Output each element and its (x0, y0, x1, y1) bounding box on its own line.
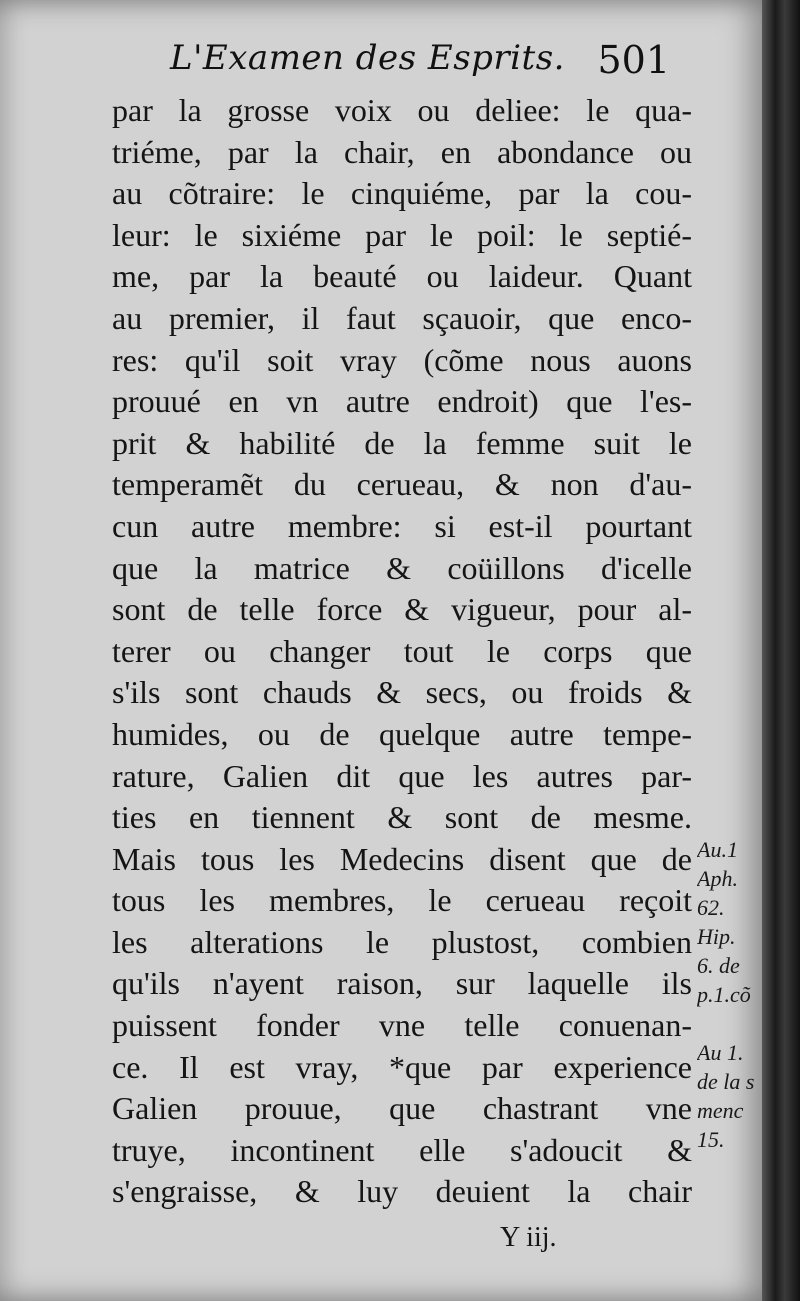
text-line: prit & habilité de la femme suit le (112, 424, 692, 461)
text-line: par la grosse voix ou deliee: le qua- (112, 92, 692, 128)
page-header (170, 38, 690, 88)
text-line: tous les membres, le cerueau reçoit (112, 882, 692, 919)
text-line: truye, incontinent elle s'adoucit & (112, 1131, 692, 1168)
text-line: Mais tous les Medecins disent que de (112, 840, 692, 877)
text-line: triéme, par la chair, en abondance ou (112, 133, 692, 170)
text-line: les alterations le plustost, combien (112, 923, 692, 960)
text-line: puissent fonder vne telle conuenan- (112, 1007, 692, 1044)
text-line: s'ils sont chauds & secs, ou froids & (112, 674, 692, 711)
text-line: Galien prouue, que chastrant vne (112, 1090, 692, 1127)
text-line: ties en tiennent & sont de mesme. (112, 799, 692, 836)
text-line: temperamẽt du cerueau, & non d'au- (112, 466, 692, 503)
text-line: s'engraisse, & luy deuient la chair (112, 1173, 692, 1210)
text-line: leur: le sixiéme par le poil: le septié- (112, 216, 692, 253)
text-line: rature, Galien dit que les autres par- (112, 757, 692, 794)
margin-note: 6. de (697, 953, 740, 978)
margin-note: Au 1. (697, 1040, 744, 1065)
text-line: terer ou changer tout le corps que (112, 632, 692, 669)
text-line: res: qu'il soit vray (cõme nous auons (112, 341, 692, 378)
text-line: sont de telle force & vigueur, pour al- (112, 591, 692, 628)
margin-note: de la s (697, 1069, 755, 1094)
text-line: que la matrice & coüillons d'icelle (112, 549, 692, 586)
signature-mark: Y iij. (500, 1222, 557, 1253)
text-line: cun autre membre: si est-il pourtant (112, 507, 692, 544)
page-number: 501 (597, 38, 670, 82)
text-line: ce. Il est vray, *que par experience (112, 1048, 692, 1085)
margin-note (697, 1009, 767, 1038)
margin-note: Au.1 (697, 837, 738, 862)
margin-note: p.1.cõ (697, 982, 751, 1007)
running-title: L'Examen des Esprits. (170, 38, 565, 78)
text-line: au cõtraire: le cinquiéme, par la cou- (112, 175, 692, 212)
margin-note: Aph. (697, 866, 738, 891)
text-line: qu'ils n'ayent raison, sur laquelle ils (112, 965, 692, 1002)
margin-note: 15. (697, 1127, 725, 1152)
text-line: au premier, il faut sçauoir, que enco- (112, 299, 692, 336)
text-line: prouué en vn autre endroit) que l'es- (112, 383, 692, 420)
text-line: humides, ou de quelque autre tempe- (112, 715, 692, 752)
book-spine (762, 0, 800, 1301)
margin-note: Hip. (697, 924, 736, 949)
margin-notes (697, 835, 767, 1154)
margin-note: menc (697, 1098, 744, 1123)
text-line: me, par la beauté ou laideur. Quant (112, 258, 692, 295)
body-text (112, 90, 692, 1213)
margin-note: 62. (697, 895, 725, 920)
